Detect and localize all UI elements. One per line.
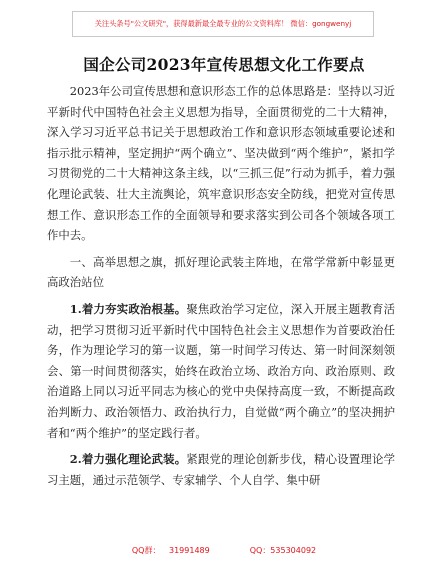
item-2-heading: 2.着力强化理论武装。 [69,452,187,467]
footer-qq-group: QQ群： 31991489 [131,546,210,555]
section-heading: 一、高举思想之旗，抓好理论武装主阵地，在常学常新中彰显更高政治站位 [47,254,395,290]
document-title: 国企公司2023年宣传思想文化工作要点 [83,55,365,74]
item-1-body: 聚焦政治学习定位，深入开展主题教育活动，把学习贯彻习近平新时代中国特色社会主义思想作为首要政治任务，作为理论学习的第一议题，第一时间学习传达、第一时间深刻领会、第一时间贯彻落实，始终在政治立场、政治方向、政治原则、政治道路上同以习近平同志为核心的党中央保持高度一致，不断提高政治判断力、政治领悟力、政治执行力，自觉做“两个确立”的坚决拥护者和“两个维护”的坚定践行者。 [47,301,395,440]
footer-qq: QQ：535304092 [249,546,317,555]
footer-contact [0,545,448,556]
header-banner: 关注头条号"公文研究"，获得最新最全最专业的公文资料库！ 微信：gongwenyj [72,11,374,37]
document-body [47,81,395,496]
item-1-paragraph [47,299,395,443]
item-2-body: 紧跟党的理论创新步伐，精心设置理论学习主题，通过示范领学、专家辅学、个人自学、集中研 [47,452,395,487]
item-1-heading: 1.着力夯实政治根基。 [69,301,187,316]
item-2-paragraph [47,449,395,490]
intro-paragraph: 2023年公司宣传思想和意识形态工作的总体思路是：坚持以习近平新时代中国特色社会主义思想为指导，全面贯彻党的二十大精神，深入学习习近平总书记关于思想政治工作和意识形态领域重要论述和指示批示精神，坚定拥护“两个确立”、坚决做到“两个维护”，紧扣学习贯彻党的二十大精神这条主线，以“三抓三促”行动为抓手，着力强化理论武装、壮大主流舆论，筑牢意识形态安全防线，把党对宣传思想工作、意识形态工作的全面领导和要求落实到公司各个领域各项工作中去。 [47,84,395,243]
